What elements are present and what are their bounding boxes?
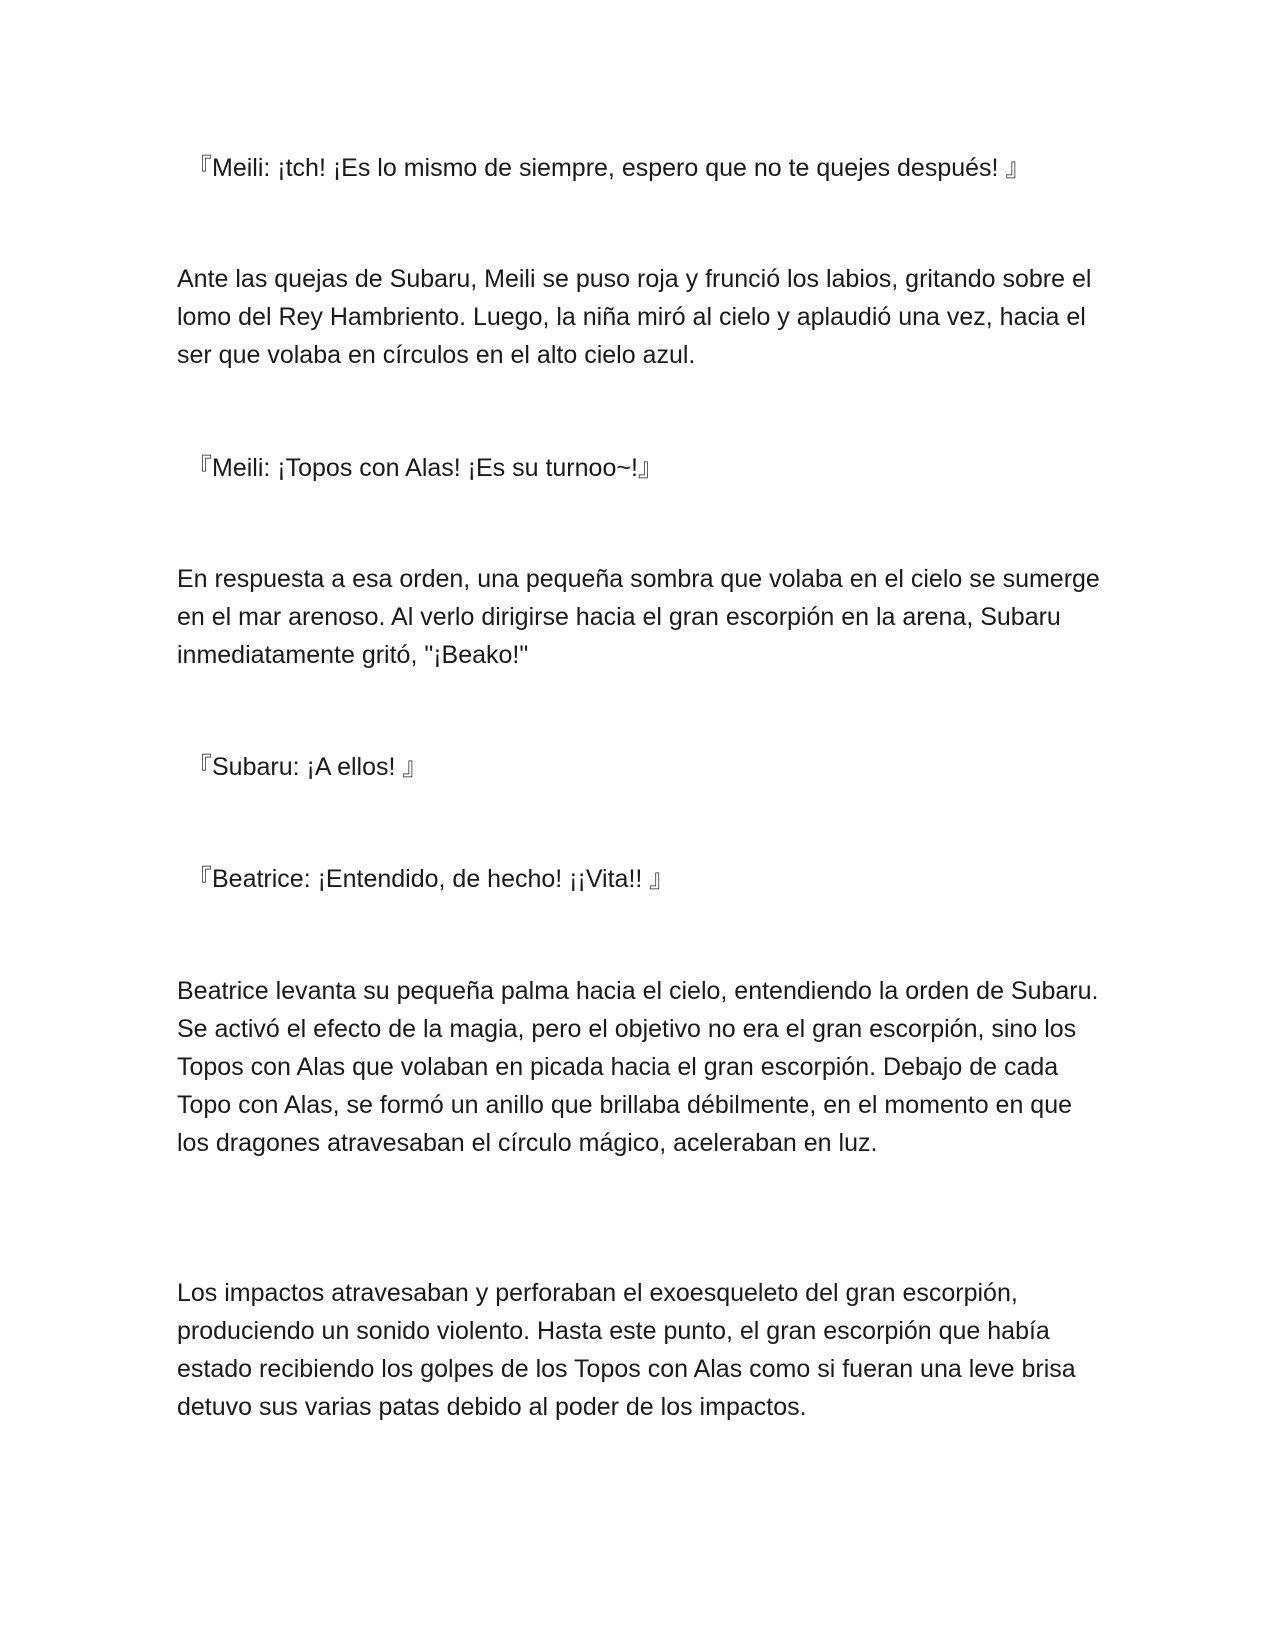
dialogue-subaru: 『Subaru: ¡A ellos! 』 [187,753,428,781]
dialogue-meili-1: 『Meili: ¡tch! ¡Es lo mismo de siempre, espero que no te quejes después! 』 [187,154,1031,182]
dialogue-beatrice: 『Beatrice: ¡Entendido, de hecho! ¡¡Vita!! 』 [187,865,675,893]
narration-paragraph-1: Ante las quejas de Subaru, Meili se puso roja y frunció los labios, gritando sobre el lomo del Rey Hambriento. Luego, la niña miró al cielo y aplaudió una vez, hacia el ser que volaba en círculos en el alto cielo azul. [177,265,1092,369]
narration-paragraph-4: Los impactos atravesaban y perforaban el exoesqueleto del gran escorpión, produciendo un sonido violento. Hasta este punto, el gran escorpión que había estado recibiendo los golpes de los Topos con Alas como si fueran una leve brisa detuvo sus varias patas debido al poder de los impactos. [177,1279,1076,1421]
dialogue-meili-2: 『Meili: ¡Topos con Alas! ¡Es su turnoo~!』 [187,454,663,482]
narration-paragraph-3: Beatrice levanta su pequeña palma hacia el cielo, entendiendo la orden de Subaru. Se activó el efecto de la magia, pero el objetivo no era el gran escorpión, sino los Topos con Alas que volaban en picada hacia el gran escorpión. Debajo de cada Topo con Alas, se formó un anillo que brillaba débilmente, en el momento en que los dragones atravesaban el círculo mágico, aceleraban en luz. [177,977,1099,1157]
narration-paragraph-2: En respuesta a esa orden, una pequeña sombra que volaba en el cielo se sumerge en el mar arenoso. Al verlo dirigirse hacia el gran escorpión en la arena, Subaru inmediatamente gritó, "¡Beako!" [177,565,1100,669]
